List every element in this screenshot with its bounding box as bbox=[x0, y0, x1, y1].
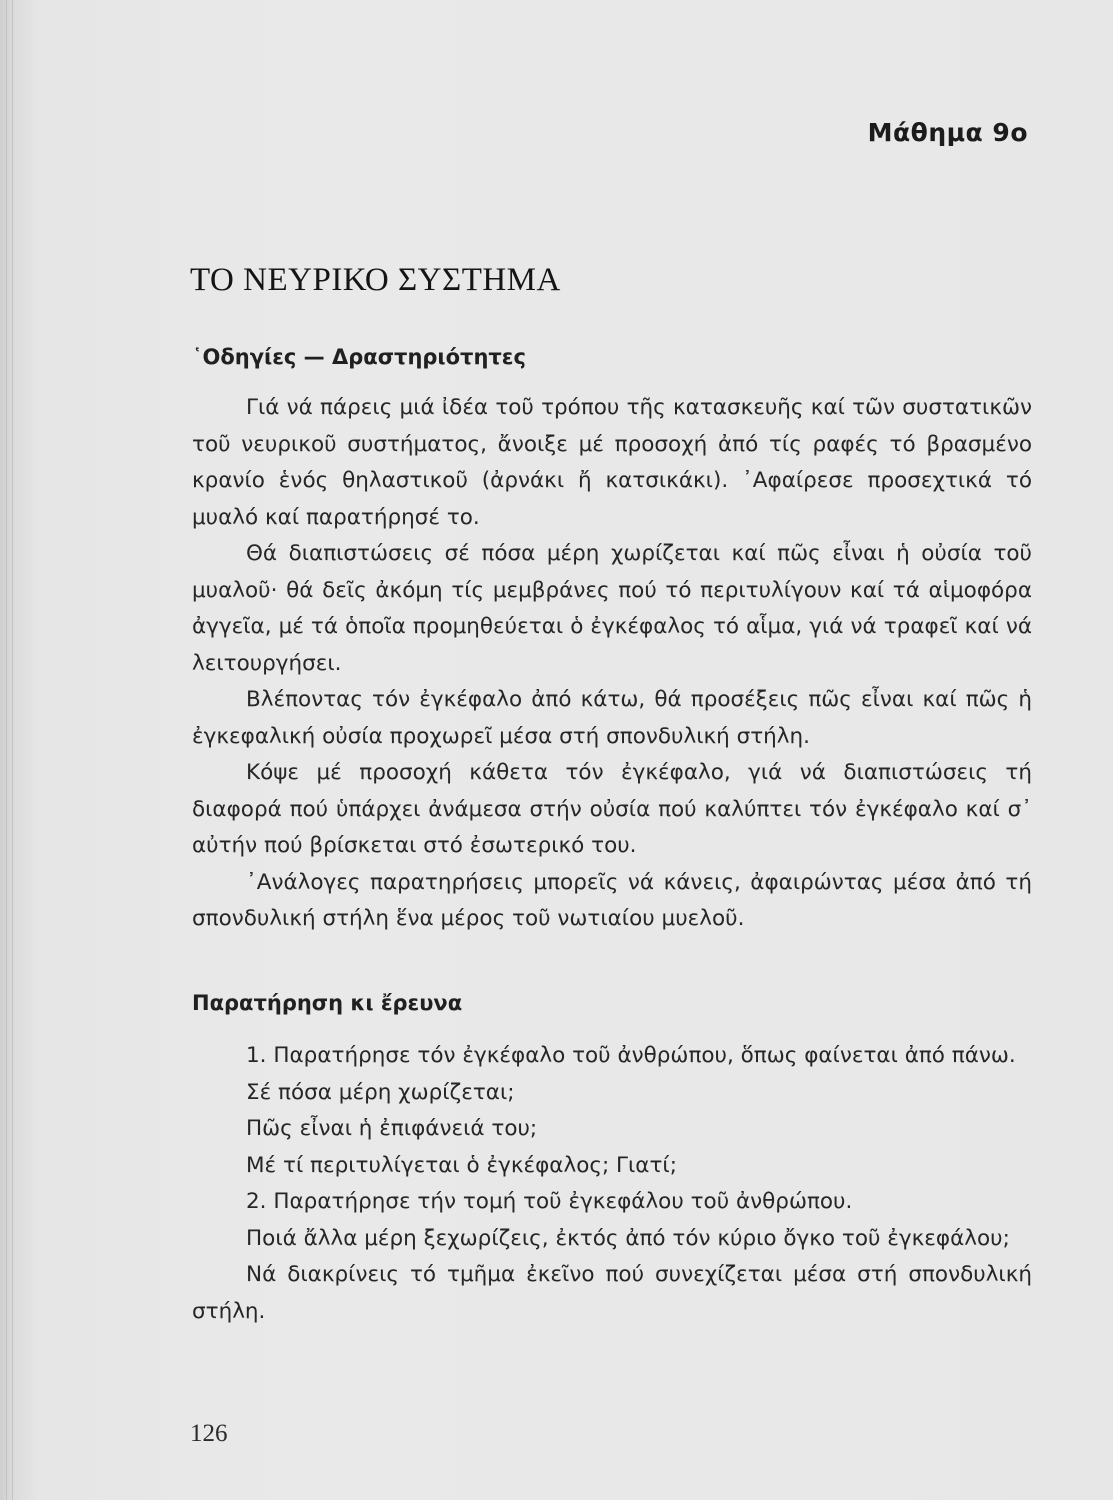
observation-paragraph: Ποιά ἄλλα μέρη ξεχωρίζεις, ἐκτός ἀπό τόν κύριο ὄγκο τοῦ ἐγκεφάλου; bbox=[246, 1225, 1010, 1251]
observation-paragraph: 2. Παρατήρησε τήν τομή τοῦ ἐγκεφάλου τοῦ ἀνθρώπου. bbox=[246, 1189, 853, 1214]
instructions-paragraph: Κόψε μέ προσοχή κάθετα τόν ἐγκέφαλο, γιά νά διαπιστώσεις τή διαφορά πού ὑπάρχει ἀνάμεσα στήν οὐσία πού καλύπτει τόν ἐγκέφαλο καί σ᾿ αὐτήν πού βρίσκεται στό ἐσωτερικό του. bbox=[192, 760, 1032, 858]
instructions-paragraph: Γιά νά πάρεις μιά ἰδέα τοῦ τρόπου τῆς κατασκευῆς καί τῶν συστατικῶν τοῦ νευρικοῦ συστήματος, ἄνοιξε μέ προσοχή ἀπό τίς ραφές τό βρασμένο κρανίο ἑνός θηλαστικοῦ (ἀρνάκι ἤ κατσικάκι). ᾿Αφαίρεσε προσεχτικά τό μυαλό καί παρατήρησέ το. bbox=[192, 395, 1032, 530]
observation-paragraph: Πῶς εἶναι ἡ ἐπιφάνειά του; bbox=[246, 1116, 538, 1141]
lesson-label: Μάθημα 9ο bbox=[867, 118, 1028, 147]
instructions-paragraph: Βλέποντας τόν ἐγκέφαλο ἀπό κάτω, θά προσέξεις πῶς εἶναι καί πῶς ἡ ἐγκεφαλική οὐσία προχωρεῖ μέσα στή σπονδυλική στήλη. bbox=[192, 687, 1032, 749]
instructions-paragraph: ᾿Ανάλογες παρατηρήσεις μπορεῖς νά κάνεις, ἀφαιρώντας μέσα ἀπό τή σπονδυλική στήλη ἕνα μέρος τοῦ νωτιαίου μυελοῦ. bbox=[192, 869, 1032, 931]
instructions-section bbox=[192, 390, 1032, 938]
observation-paragraph: Σέ πόσα μέρη χωρίζεται; bbox=[246, 1079, 515, 1105]
instructions-paragraph: Θά διαπιστώσεις σέ πόσα μέρη χωρίζεται καί πῶς εἶναι ἡ οὐσία τοῦ μυαλοῦ· θά δεῖς ἀκόμη τίς μεμβράνες πού τό περιτυλίγουν καί τά αἱμοφόρα ἀγγεῖα, μέ τά ὁποῖα προμηθεύεται ὁ ἐγκέφαλος τό αἷμα, γιά νά τραφεῖ καί νά λειτουργήσει. bbox=[192, 541, 1032, 676]
observation-paragraph: 1. Παρατήρησε τόν ἐγκέφαλο τοῦ ἀνθρώπου, ὅπως φαίνεται ἀπό πάνω. bbox=[246, 1043, 1016, 1068]
observation-paragraph: Νά διακρίνεις τό τμῆμα ἐκεῖνο πού συνεχίζεται μέσα στή σπονδυλική στήλη. bbox=[192, 1262, 1032, 1324]
observation-heading: Παρατήρηση κι ἔρευνα bbox=[192, 991, 463, 1015]
instructions-heading: ῾Οδηγίες — Δραστηριότητες bbox=[192, 345, 526, 369]
observation-paragraph: Μέ τί περιτυλίγεται ὁ ἐγκέφαλος; Γιατί; bbox=[246, 1152, 677, 1178]
page-edge-line bbox=[12, 0, 13, 1500]
observation-section bbox=[192, 1038, 1032, 1330]
page-edge-line bbox=[6, 0, 7, 1500]
page-number: 126 bbox=[190, 1420, 228, 1447]
page-title: ΤΟ ΝΕΥΡΙΚΟ ΣΥΣΤΗΜΑ bbox=[190, 262, 561, 298]
